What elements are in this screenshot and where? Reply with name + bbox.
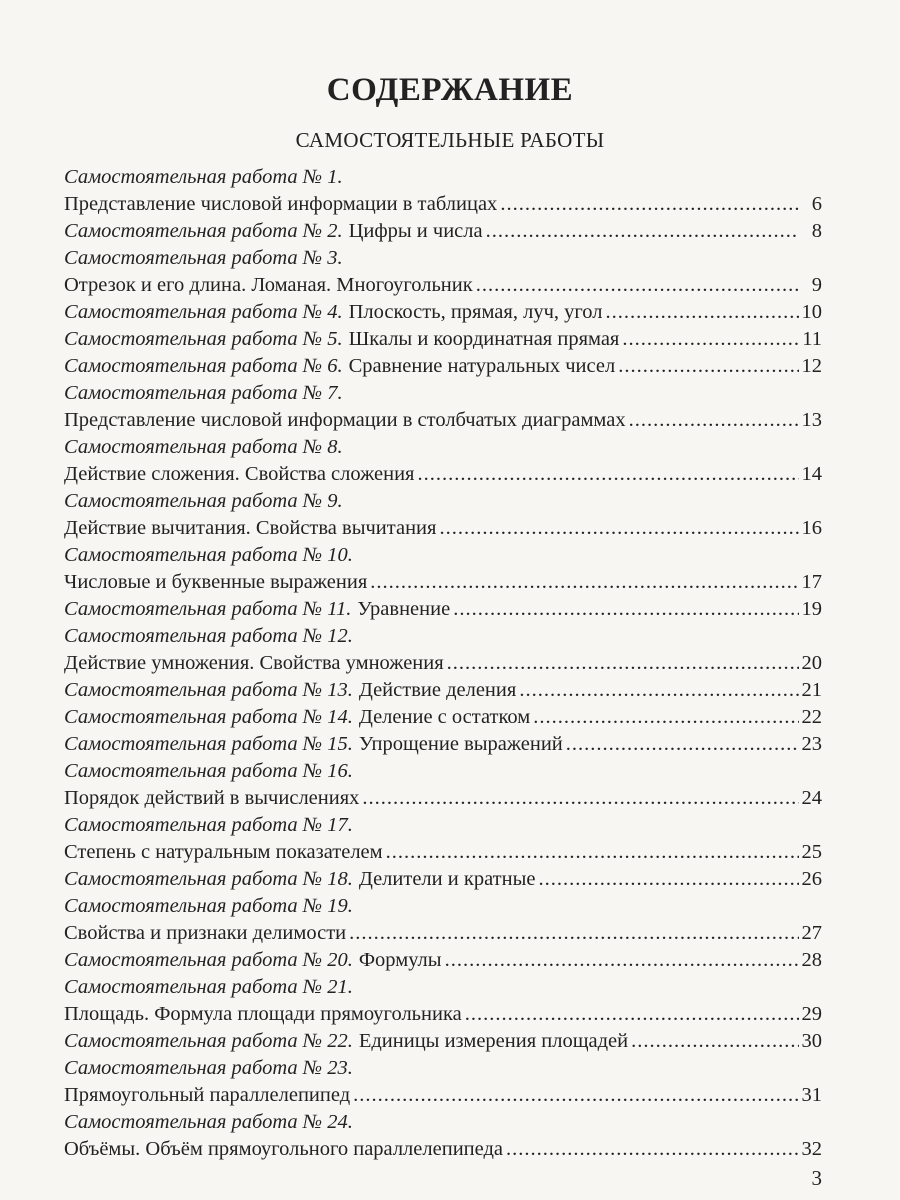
work-label: Самостоятельная работа № 8. — [64, 436, 343, 458]
work-label: Самостоятельная работа № 15. — [64, 733, 353, 755]
work-label: Самостоятельная работа № 7. — [64, 382, 343, 404]
toc-entry-line[interactable] — [64, 677, 822, 704]
toc-entry-line[interactable] — [64, 245, 822, 272]
toc-entry-line[interactable] — [64, 920, 822, 947]
toc-entry-line[interactable] — [64, 272, 822, 299]
entry-page: 31 — [801, 1084, 822, 1106]
entry-title: Представление числовой информации в столбчатых диаграммах — [64, 409, 626, 431]
entry-page: 16 — [801, 517, 822, 539]
toc-entry-line[interactable] — [64, 569, 822, 596]
dot-leader — [538, 866, 798, 893]
work-label: Самостоятельная работа № 10. — [64, 544, 353, 566]
entry-title: Отрезок и его длина. Ломаная. Многоугольник — [64, 274, 473, 296]
dot-leader — [349, 920, 798, 947]
entry-title: Свойства и признаки делимости — [64, 922, 347, 944]
entry-title: Единицы измерения площадей — [358, 1030, 629, 1052]
toc-entry-line[interactable] — [64, 380, 822, 407]
toc-entry-line[interactable] — [64, 353, 822, 380]
page-title: СОДЕРЖАНИЕ — [326, 72, 574, 108]
dot-leader — [453, 596, 798, 623]
dot-leader — [353, 1082, 798, 1109]
toc-entry-line[interactable] — [64, 1055, 822, 1082]
dot-leader — [622, 326, 799, 353]
dot-leader — [370, 569, 798, 596]
work-label: Самостоятельная работа № 13. — [64, 679, 353, 701]
entry-title: Плоскость, прямая, луч, угол — [348, 301, 603, 323]
dot-leader — [447, 650, 799, 677]
dot-leader — [618, 353, 798, 380]
entry-page: 23 — [801, 733, 822, 755]
entry-title: Площадь. Формула площади прямоугольника — [64, 1003, 462, 1025]
toc-entry-line[interactable] — [64, 866, 822, 893]
entry-title: Степень с натуральным показателем — [64, 841, 383, 863]
toc-entry-line[interactable] — [64, 812, 822, 839]
toc-entry-line[interactable] — [64, 893, 822, 920]
work-label: Самостоятельная работа № 5. — [64, 328, 343, 350]
toc-entry-line[interactable] — [64, 515, 822, 542]
entry-title: Действие сложения. Свойства сложения — [64, 463, 415, 485]
work-label: Самостоятельная работа № 24. — [64, 1111, 353, 1133]
entry-title: Порядок действий в вычислениях — [64, 787, 360, 809]
entry-title: Упрощение выражений — [358, 733, 563, 755]
work-label: Самостоятельная работа № 22. — [64, 1030, 353, 1052]
toc-entry-line[interactable] — [64, 542, 822, 569]
entry-page: 29 — [801, 1003, 822, 1025]
entry-title: Объёмы. Объём прямоугольного параллелепипеда — [64, 1138, 503, 1160]
work-label: Самостоятельная работа № 16. — [64, 760, 353, 782]
dot-leader — [362, 785, 798, 812]
work-label: Самостоятельная работа № 12. — [64, 625, 353, 647]
entry-page: 17 — [801, 571, 822, 593]
toc-entry-line[interactable] — [64, 326, 822, 353]
entry-page: 11 — [802, 328, 822, 350]
entry-page: 13 — [801, 409, 822, 431]
work-label: Самостоятельная работа № 14. — [64, 706, 353, 728]
entry-title: Сравнение натуральных чисел — [348, 355, 616, 377]
toc-entry-line[interactable] — [64, 164, 822, 191]
toc-entry-line[interactable] — [64, 1109, 822, 1136]
toc-entry-line[interactable] — [64, 947, 822, 974]
entry-title: Действие вычитания. Свойства вычитания — [64, 517, 437, 539]
toc-entry-line[interactable] — [64, 488, 822, 515]
entry-page: 22 — [801, 706, 822, 728]
entry-title: Прямоугольный параллелепипед — [64, 1084, 351, 1106]
dot-leader — [386, 839, 799, 866]
entry-title: Уравнение — [357, 598, 451, 620]
page-number: 3 — [811, 1166, 822, 1190]
dot-leader — [486, 218, 799, 245]
entry-page: 26 — [801, 868, 822, 890]
work-label: Самостоятельная работа № 6. — [64, 355, 343, 377]
table-of-contents — [64, 164, 822, 1163]
toc-entry-line[interactable] — [64, 839, 822, 866]
entry-page: 27 — [801, 922, 822, 944]
toc-entry-line[interactable] — [64, 218, 822, 245]
work-label: Самостоятельная работа № 23. — [64, 1057, 353, 1079]
work-label: Самостоятельная работа № 9. — [64, 490, 343, 512]
dot-leader — [566, 731, 799, 758]
work-label: Самостоятельная работа № 21. — [64, 976, 353, 998]
toc-entry-line[interactable] — [64, 785, 822, 812]
work-label: Самостоятельная работа № 17. — [64, 814, 353, 836]
work-label: Самостоятельная работа № 4. — [64, 301, 343, 323]
dot-leader — [605, 299, 798, 326]
work-label: Самостоятельная работа № 20. — [64, 949, 353, 971]
entry-page: 20 — [801, 652, 822, 674]
toc-entry-line[interactable] — [64, 407, 822, 434]
entry-page: 25 — [801, 841, 822, 863]
toc-entry-line[interactable] — [64, 299, 822, 326]
entry-page: 28 — [801, 949, 822, 971]
work-label: Самостоятельная работа № 19. — [64, 895, 353, 917]
dot-leader — [631, 1028, 798, 1055]
toc-entry-line[interactable] — [64, 1001, 822, 1028]
entry-page: 12 — [801, 355, 822, 377]
dot-leader — [506, 1136, 799, 1163]
toc-entry-line[interactable] — [64, 1082, 822, 1109]
toc-entry-line[interactable] — [64, 650, 822, 677]
entry-page: 21 — [801, 679, 822, 701]
entry-page: 6 — [811, 193, 822, 215]
entry-title: Формулы — [358, 949, 442, 971]
entry-page: 10 — [801, 301, 822, 323]
toc-entry-line[interactable] — [64, 434, 822, 461]
entry-page: 19 — [801, 598, 822, 620]
dot-leader — [417, 461, 798, 488]
toc-entry-line[interactable] — [64, 623, 822, 650]
work-label: Самостоятельная работа № 1. — [64, 166, 343, 188]
entry-title: Представление числовой информации в таблицах — [64, 193, 498, 215]
entry-title: Делители и кратные — [358, 868, 536, 890]
section-title: САМОСТОЯТЕЛЬНЫЕ РАБОТЫ — [295, 128, 605, 152]
entry-page: 14 — [801, 463, 822, 485]
entry-page: 9 — [811, 274, 822, 296]
dot-leader — [533, 704, 798, 731]
dot-leader — [500, 191, 799, 218]
dot-leader — [629, 407, 799, 434]
dot-leader — [476, 272, 799, 299]
toc-entry-line[interactable] — [64, 1028, 822, 1055]
entry-title: Действие деления — [358, 679, 517, 701]
toc-entry-line[interactable] — [64, 974, 822, 1001]
work-label: Самостоятельная работа № 2. — [64, 220, 343, 242]
entry-page: 8 — [811, 220, 822, 242]
toc-entry-line[interactable] — [64, 731, 822, 758]
entry-page: 30 — [801, 1030, 822, 1052]
toc-entry-line[interactable] — [64, 191, 822, 218]
toc-entry-line[interactable] — [64, 758, 822, 785]
entry-title: Шкалы и координатная прямая — [348, 328, 620, 350]
entry-title: Деление с остатком — [358, 706, 531, 728]
toc-entry-line[interactable] — [64, 1136, 822, 1163]
dot-leader — [519, 677, 798, 704]
entry-page: 32 — [801, 1138, 822, 1160]
work-label: Самостоятельная работа № 3. — [64, 247, 343, 269]
entry-title: Действие умножения. Свойства умножения — [64, 652, 444, 674]
work-label: Самостоятельная работа № 18. — [64, 868, 353, 890]
entry-title: Цифры и числа — [348, 220, 483, 242]
toc-entry-line[interactable] — [64, 704, 822, 731]
toc-entry-line[interactable] — [64, 461, 822, 488]
dot-leader — [439, 515, 798, 542]
entry-title: Числовые и буквенные выражения — [64, 571, 368, 593]
work-label: Самостоятельная работа № 11. — [64, 598, 352, 620]
dot-leader — [445, 947, 799, 974]
dot-leader — [465, 1001, 799, 1028]
entry-page: 24 — [801, 787, 822, 809]
toc-entry-line[interactable] — [64, 596, 822, 623]
